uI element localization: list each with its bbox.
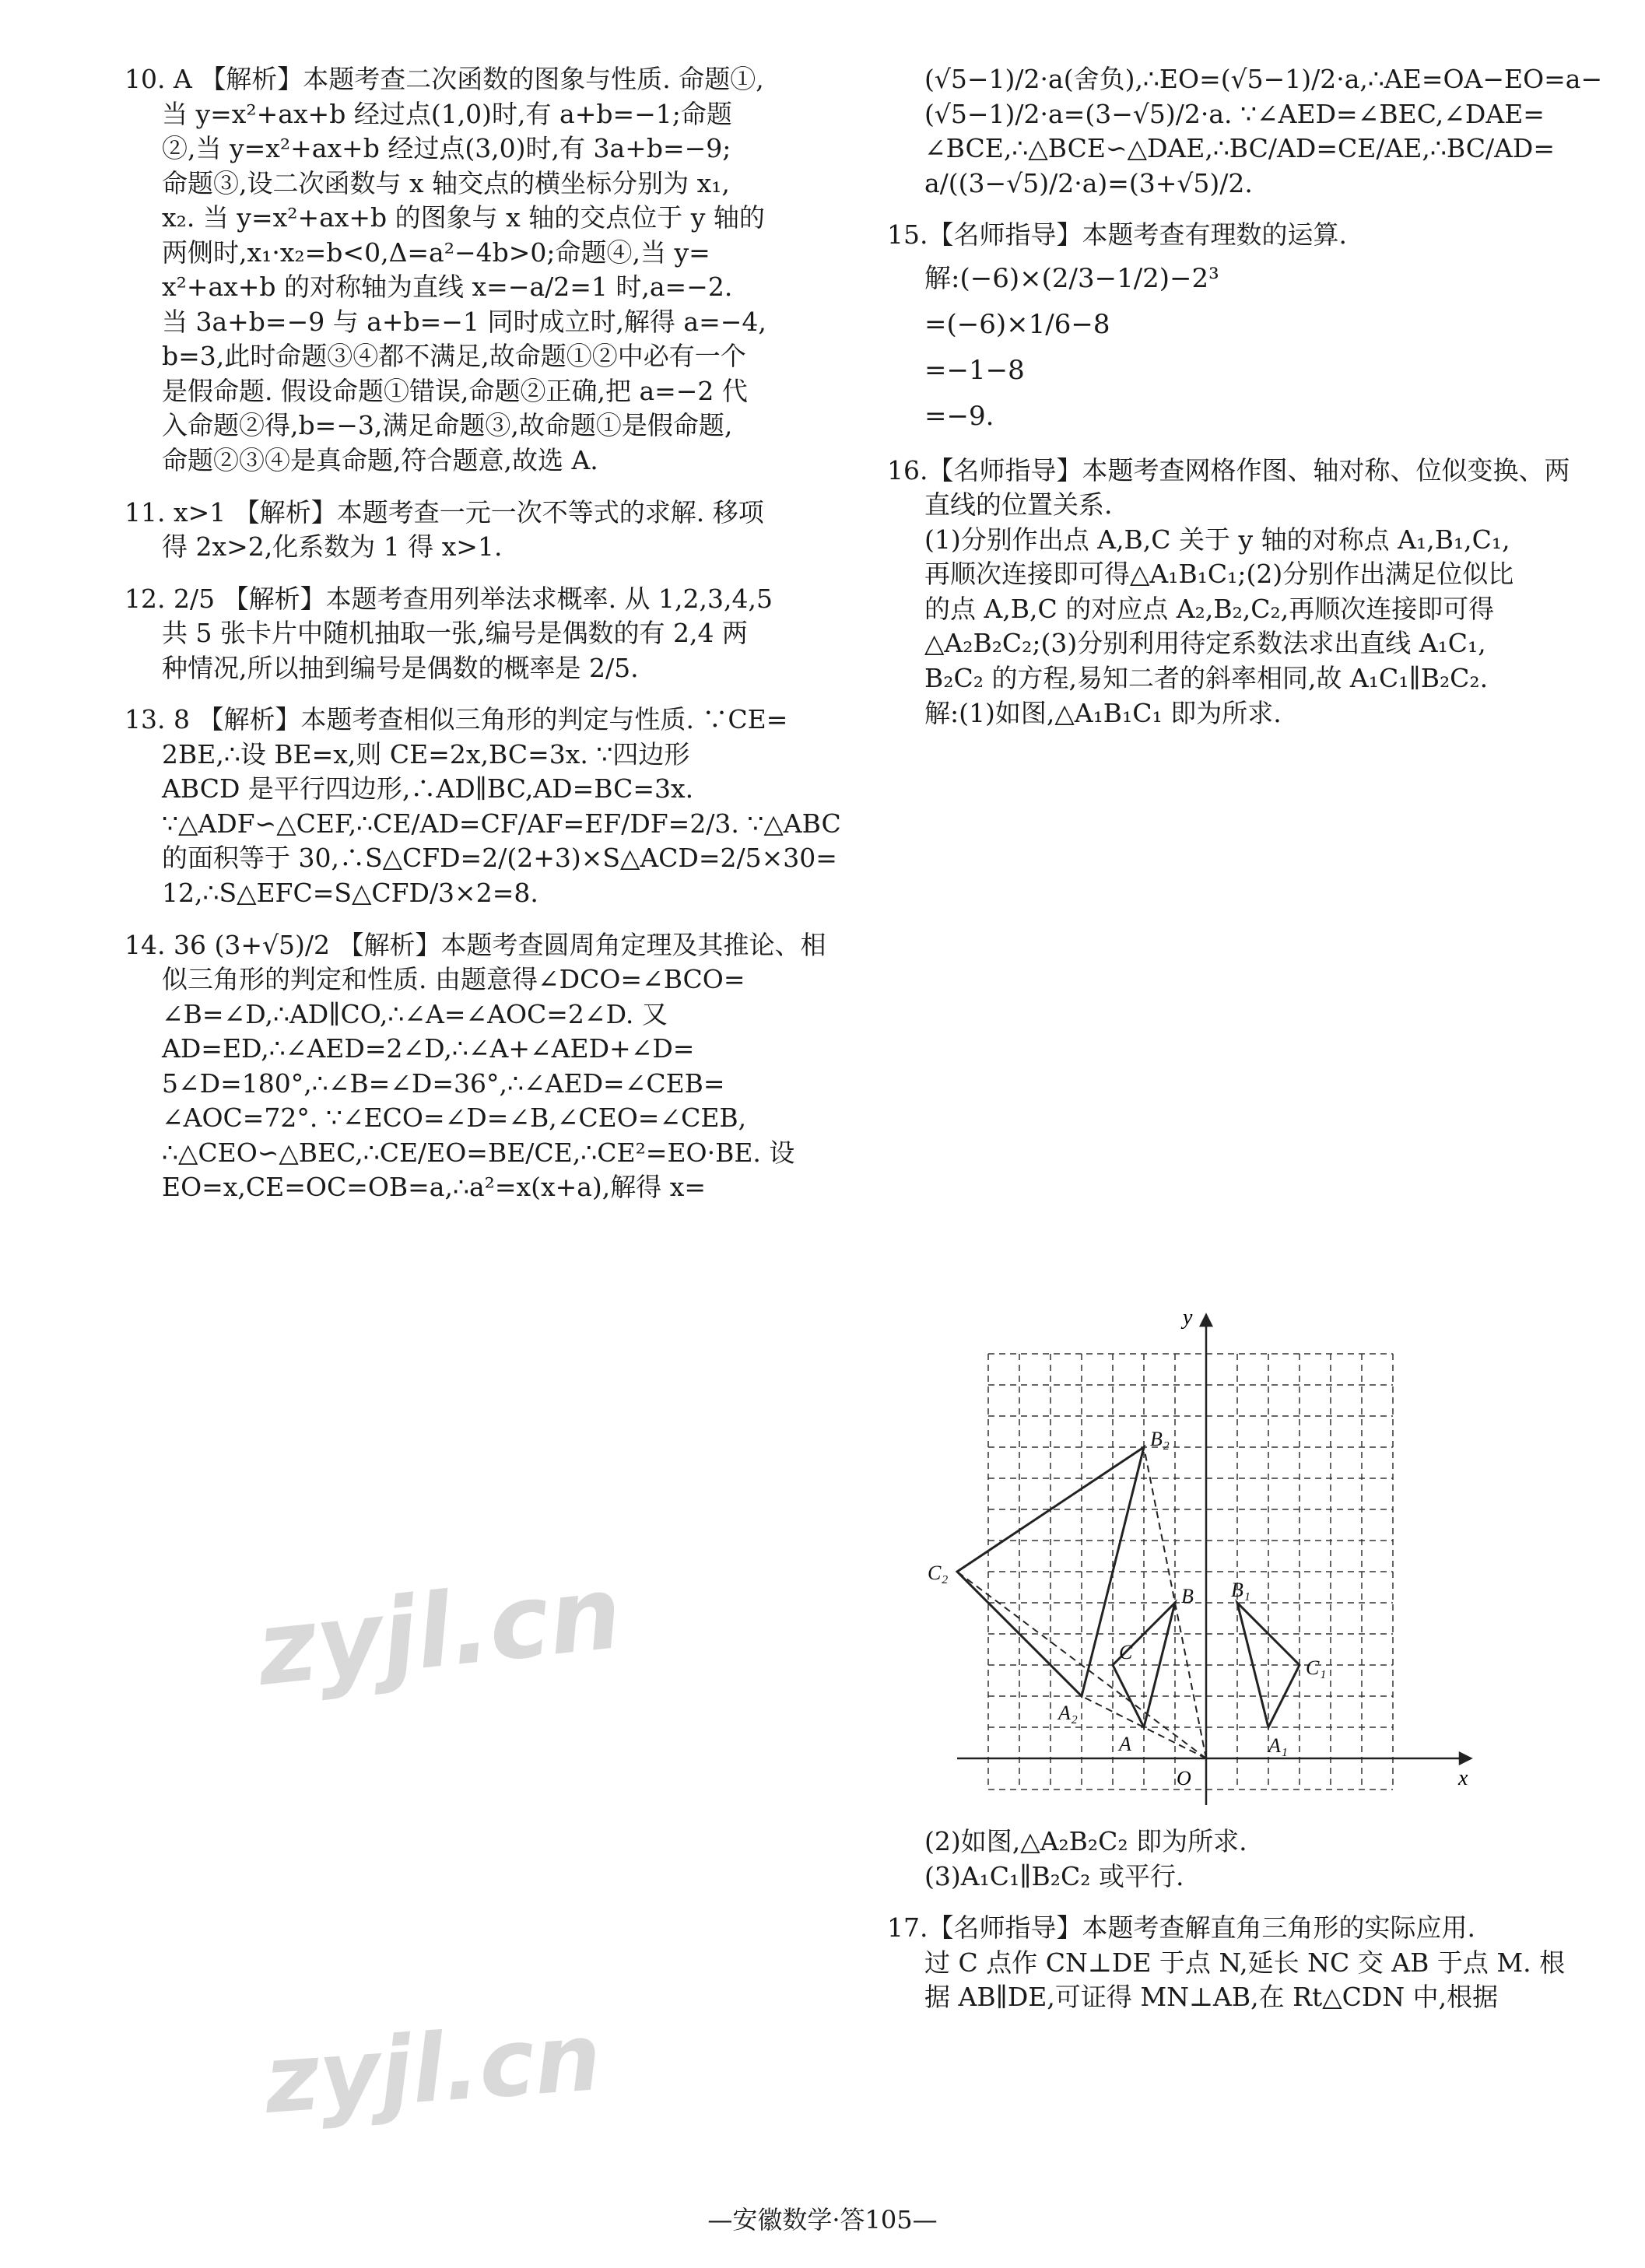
grid-lines [988,1354,1393,1790]
text-line: 似三角形的判定和性质. 由题意得∠DCO=∠BCO= [162,964,745,995]
point-label-b: B [1181,1585,1194,1607]
text-line: x²+ax+b 的对称轴为直线 x=−a/2=1 时,a=−2. [162,272,733,303]
text-line: (2)如图,△A₂B₂C₂ 即为所求. [924,1826,1247,1856]
equation-step: =−1−8 [924,354,1025,386]
origin-label: O [1177,1767,1191,1790]
text-line: (√5−1)/2·a(舍负),∴EO=(√5−1)/2·a,∴AE=OA−EO=a− [924,64,1603,94]
text-line: 的面积等于 30,∴S△CFD=2/(2+3)×S△ACD=2/5×30= [162,843,837,874]
text-line: 是假命题. 假设命题①错误,命题②正确,把 a=−2 代 [162,375,748,406]
y-axis-label: y [1183,1307,1193,1330]
answer-q17 [887,1911,1572,2015]
point-label-c: C [1119,1641,1133,1663]
text-line: 入命题②得,b=−3,满足命题③,故命题①是假命题, [162,410,733,441]
text-line: ∠B=∠D,∴AD∥CO,∴∠A=∠AOC=2∠D. 又 [162,998,668,1029]
text-line: 14. 36 (3+√5)/2 【解析】本题考查圆周角定理及其推论、相 [125,929,826,960]
point-label-b2: B₂ [1150,1428,1170,1450]
grid-figure [926,1307,1486,1805]
text-line: EO=x,CE=OC=OB=a,∴a²=x(x+a),解得 x= [162,1172,707,1203]
text-line: 再顺次连接即可得△A₁B₁C₁;(2)分别作出满足位似比 [924,559,1514,590]
x-axis-label: x [1458,1766,1468,1790]
text-line: 13. 8 【解析】本题考查相似三角形的判定与性质. ∵CE= [125,704,788,735]
answer-q11 [125,496,825,565]
text-line: 命题③,设二次函数与 x 轴交点的横坐标分别为 x₁, [162,167,730,198]
point-label-c2: C₂ [928,1562,949,1584]
answer-q16-after [887,1825,1572,2015]
text-line: △A₂B₂C₂;(3)分别利用待定系数法求出直线 A₁C₁, [924,628,1486,659]
answer-q10 [125,62,825,478]
point-labels [928,1428,1326,1757]
page-footer: —安徽数学·答105— [707,2205,938,2235]
text-line: 据 AB∥DE,可证得 MN⊥AB,在 Rt△CDN 中,根据 [924,1982,1499,2013]
text-line: ∴△CEO∽△BEC,∴CE/EO=BE/CE,∴CE²=EO·BE. 设 [162,1137,795,1168]
right-column [887,62,1603,748]
text-line: 11. x>1 【解析】本题考查一元一次不等式的求解. 移项 [125,496,764,528]
equation-step: =−9. [924,400,994,432]
text-line: b=3,此时命题③④都不满足,故命题①②中必有一个 [162,341,746,372]
text-line: 两侧时,x₁·x₂=b<0,Δ=a²−4b>0;命题④,当 y= [162,237,710,268]
text-line: 当 y=x²+ax+b 经过点(1,0)时,有 a+b=−1;命题 [162,98,732,129]
equation-step: 解:(−6)×(2/3−1/2)−2³ [924,262,1219,294]
text-line: 的点 A,B,C 的对应点 A₂,B₂,C₂,再顺次连接即可得 [924,593,1495,624]
text-line: B₂C₂ 的方程,易知二者的斜率相同,故 A₁C₁∥B₂C₂. [924,663,1489,694]
point-label-b1: B₁ [1231,1579,1250,1601]
text-line: 解:(1)如图,△A₁B₁C₁ 即为所求. [924,697,1282,728]
text-line: 当 3a+b=−9 与 a+b=−1 同时成立时,解得 a=−4, [162,306,766,337]
text-line: ABCD 是平行四边形,∴AD∥BC,AD=BC=3x. [162,773,694,804]
text-line: 10. A 【解析】本题考查二次函数的图象与性质. 命题①, [125,64,764,94]
text-line: ∠BCE,∴△BCE∽△DAE,∴BC/AD=CE/AE,∴BC/AD= [924,133,1556,164]
text-line: ∠AOC=72°. ∵∠ECO=∠D=∠B,∠CEO=∠CEB, [162,1102,747,1134]
text-line: 直线的位置关系. [924,489,1113,521]
point-label-c1: C₁ [1306,1656,1327,1679]
text-line: x₂. 当 y=x²+ax+b 的图象与 x 轴的交点位于 y 轴的 [162,202,765,233]
point-label-a2: A₂ [1058,1702,1078,1724]
text-line: (1)分别作出点 A,B,C 关于 y 轴的对称点 A₁,B₁,C₁, [924,524,1510,555]
text-line: AD=ED,∴∠AED=2∠D,∴∠A+∠AED+∠D= [162,1033,695,1064]
axes [957,1315,1471,1805]
text-line: ∵△ADF∽△CEF,∴CE/AD=CF/AF=EF/DF=2/3. ∵△ABC [162,808,841,839]
text-line: 12,∴S△EFC=S△CFD/3×2=8. [162,878,538,909]
answer-q12 [125,582,825,686]
watermark: zyjl.cn [261,2003,605,2135]
watermark: zyjl.cn [251,1552,627,1709]
text-line: 16.【名师指导】本题考查网格作图、轴对称、位似变换、两 [887,454,1570,485]
text-line: 5∠D=180°,∴∠B=∠D=36°,∴∠AED=∠CEB= [162,1067,725,1099]
text-line: 15.【名师指导】本题考查有理数的运算. [887,219,1347,251]
point-label-a: A [1119,1733,1131,1755]
text-line: 过 C 点作 CN⊥DE 于点 N,延长 NC 交 AB 于点 M. 根 [924,1947,1566,1978]
text-line: 得 2x>2,化系数为 1 得 x>1. [162,531,503,563]
text-line: 命题②③④是真命题,符合题意,故选 A. [162,445,598,476]
text-line: 共 5 张卡片中随机抽取一张,编号是偶数的有 2,4 两 [162,618,748,649]
answer-q15 [887,218,1572,436]
text-line: 12. 2/5 【解析】本题考查用列举法求概率. 从 1,2,3,4,5 [125,583,773,614]
answer-q16 [887,454,1572,731]
point-label-a1: A₁ [1268,1734,1288,1757]
text-line: 17.【名师指导】本题考查解直角三角形的实际应用. [887,1912,1475,1944]
text-line: 种情况,所以抽到编号是偶数的概率是 2/5. [162,652,639,683]
left-column [125,62,841,1222]
text-line: ②,当 y=x²+ax+b 经过点(3,0)时,有 3a+b=−9; [162,133,731,164]
text-line: (√5−1)/2·a=(3−√5)/2·a. ∵∠AED=∠BEC,∠DAE= [924,98,1545,129]
equation-step: =(−6)×1/6−8 [924,308,1110,340]
text-line: 2BE,∴设 BE=x,则 CE=2x,BC=3x. ∵四边形 [162,738,690,769]
answer-q14 [125,928,825,1205]
text-line: a/((3−√5)/2·a)=(3+√5)/2. [924,167,1253,198]
answer-q14-continued [887,62,1603,201]
answer-q13 [125,703,841,910]
text-line: (3)A₁C₁∥B₂C₂ 或平行. [924,1860,1184,1891]
